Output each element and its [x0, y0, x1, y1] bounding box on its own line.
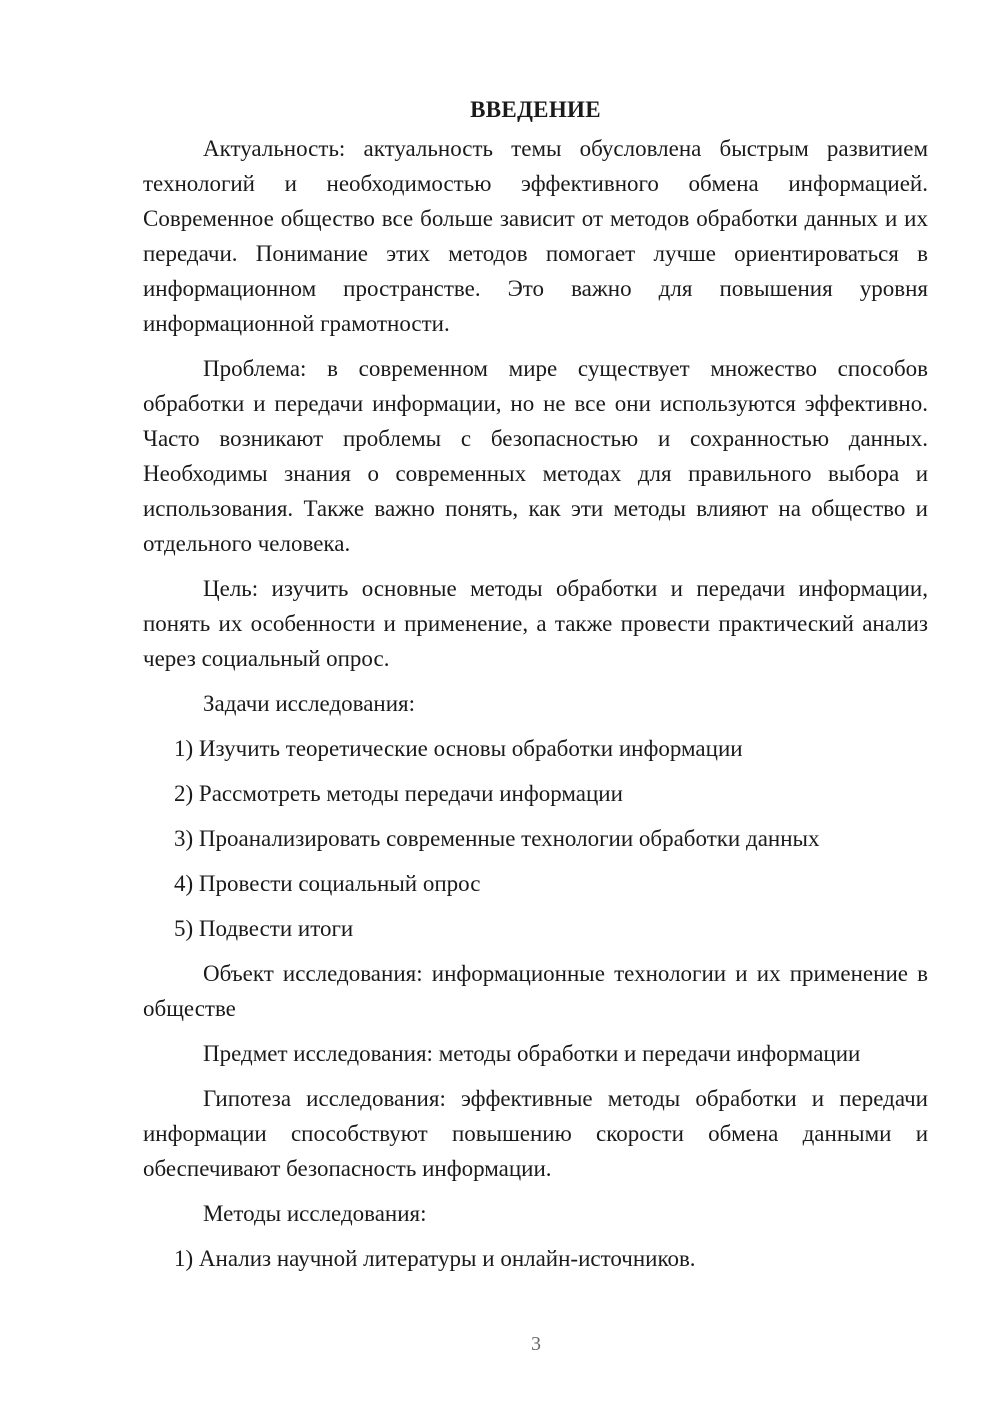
hypothesis-paragraph: Гипотеза исследования: эффективные методы обработки и передачи информации способствуют повышению скорости обмена данными и обеспечивают безопасность информации. — [143, 1086, 928, 1181]
list-item: 2) Рассмотреть методы передачи информации — [174, 781, 623, 806]
section-title: ВВЕДЕНИЕ — [470, 97, 601, 122]
object-paragraph: Объект исследования: информационные технологии и их применение в обществе — [143, 961, 928, 1021]
page-content — [143, 92, 928, 1286]
tasks-list — [143, 731, 928, 946]
tasks-label: Задачи исследования: — [203, 691, 416, 716]
methods-list — [143, 1241, 928, 1276]
page-number: 3 — [531, 1333, 541, 1355]
list-item: 1) Изучить теоретические основы обработки информации — [174, 736, 743, 761]
goal-paragraph: Цель: изучить основные методы обработки и передачи информации, понять их особенности и применение, а также провести практический анализ через социальный опрос. — [143, 576, 928, 671]
list-item: 1) Анализ научной литературы и онлайн-источников. — [174, 1246, 696, 1271]
list-item: 4) Провести социальный опрос — [174, 871, 481, 896]
methods-label: Методы исследования: — [203, 1201, 427, 1226]
subject-paragraph: Предмет исследования: методы обработки и передачи информации — [203, 1041, 861, 1066]
list-item: 5) Подвести итоги — [174, 916, 354, 941]
list-item: 3) Проанализировать современные технологии обработки данных — [174, 826, 820, 851]
problem-paragraph: Проблема: в современном мире существует множество способов обработки и передачи информации, но не все они используются эффективно. Часто возникают проблемы с безопасностью и сохранностью данных. Необходимы знания о современных методах для правильного выбора и использования. Также важно понять, как эти методы влияют на общество и отдельного человека. — [143, 356, 928, 556]
relevance-paragraph: Актуальность: актуальность темы обусловлена быстрым развитием технологий и необходимостью эффективного обмена информацией. Современное общество все больше зависит от методов обработки данных и их передачи. Понимание этих методов помогает лучше ориентироваться в информационном пространстве. Это важно для повышения уровня информационной грамотности. — [143, 136, 928, 336]
